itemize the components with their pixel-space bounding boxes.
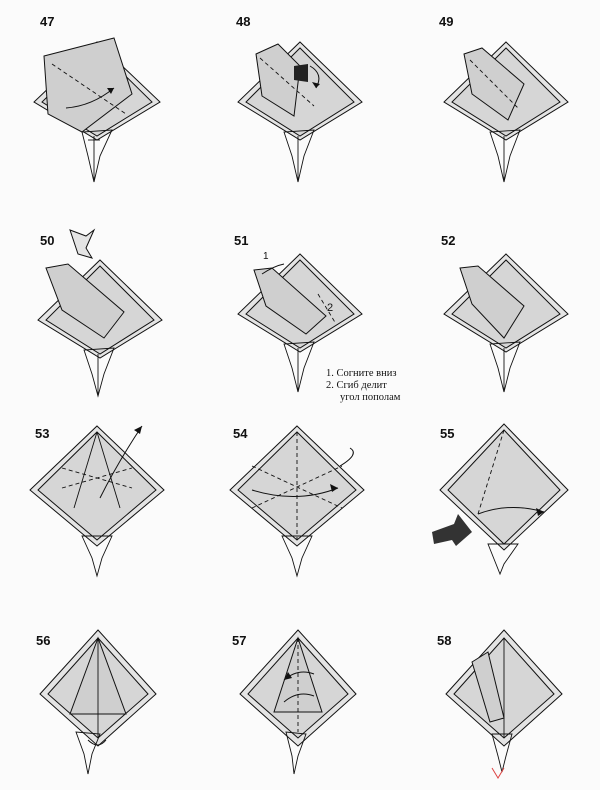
- step-49-diagram: [428, 36, 578, 186]
- step-number-48: 48: [236, 14, 251, 29]
- step-55-diagram: [428, 418, 578, 578]
- step-57-diagram: [222, 622, 372, 782]
- step-number-53: 53: [35, 426, 50, 441]
- step-58-diagram: [428, 622, 578, 782]
- step-48-diagram: [222, 36, 372, 186]
- step-number-57: 57: [232, 633, 247, 648]
- step-number-52: 52: [441, 233, 456, 248]
- step-51-note-2: 2. Сгиб делит: [326, 380, 387, 391]
- step-51-marker-2: 2: [327, 302, 334, 314]
- step-47-diagram: [22, 36, 172, 186]
- step-number-56: 56: [36, 633, 51, 648]
- step-number-55: 55: [440, 426, 455, 441]
- step-number-54: 54: [233, 426, 248, 441]
- step-number-47: 47: [40, 14, 55, 29]
- step-51-note-1: 1. Согните вниз: [326, 368, 397, 379]
- step-number-50: 50: [40, 233, 55, 248]
- step-number-49: 49: [439, 14, 454, 29]
- step-number-51: 51: [234, 233, 249, 248]
- step-54-diagram: [222, 418, 372, 578]
- step-number-58: 58: [437, 633, 452, 648]
- step-52-diagram: [428, 246, 578, 396]
- step-51-note-3: угол пополам: [340, 392, 401, 403]
- step-50-diagram: [22, 228, 172, 398]
- step-56-diagram: [22, 622, 172, 782]
- step-51-marker-1: 1: [263, 251, 269, 262]
- step-53-diagram: [22, 418, 172, 578]
